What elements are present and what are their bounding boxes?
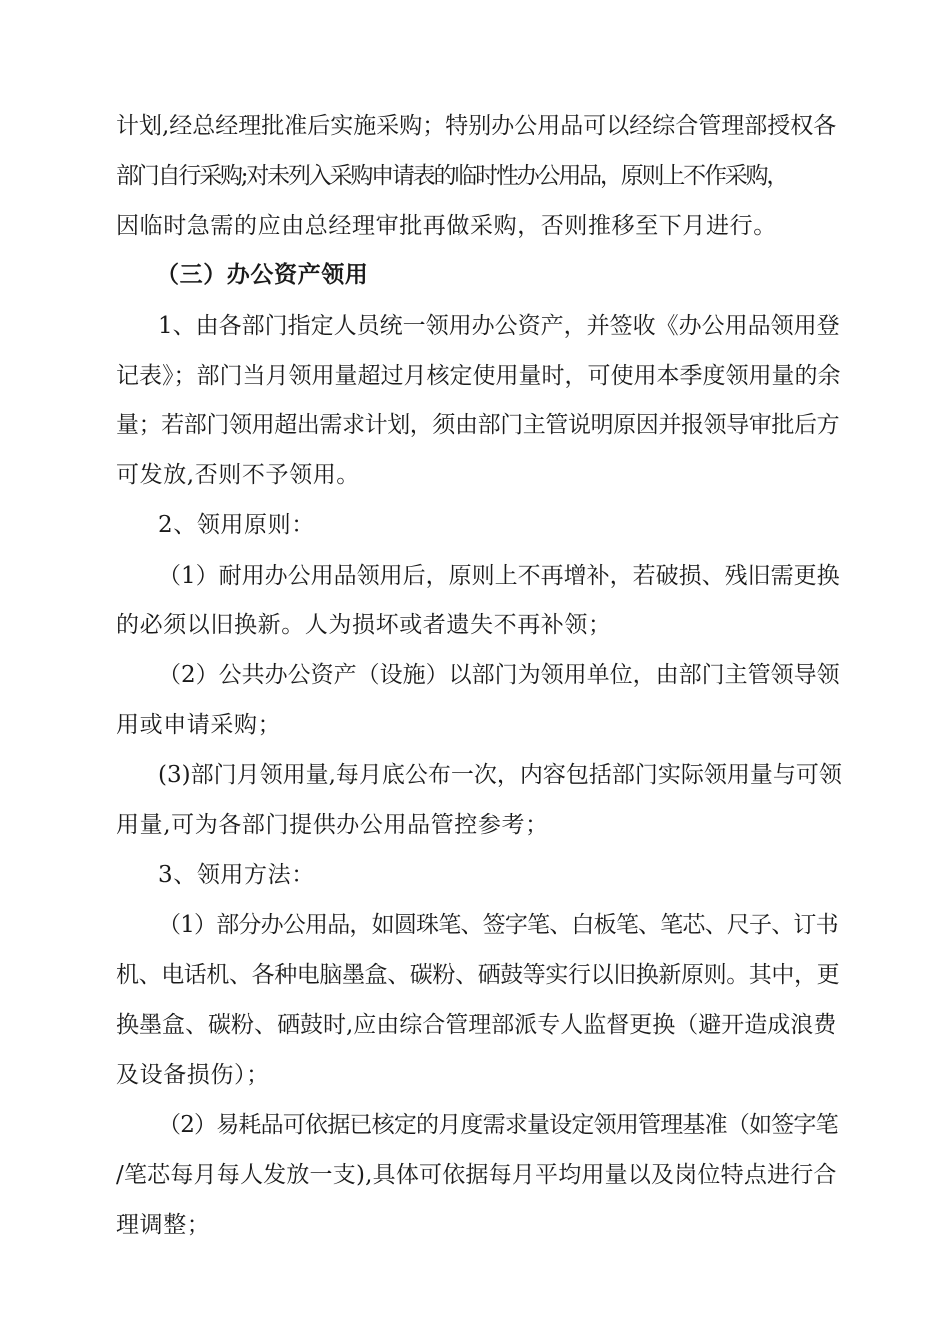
paragraph-line: 机、电话机、各种电脑墨盒、碳粉、硒鼓等实行以旧换新原则。其中，更 — [116, 962, 840, 988]
paragraph-line: 部门自行采购;对未列入采购申请表的临时性办公用品，原则上不作采购， — [116, 163, 788, 189]
paragraph-line: /笔芯每月每人发放一支),具体可依据每月平均用量以及岗位特点进行合 — [116, 1162, 837, 1188]
list-item: （2）公共办公资产（设施）以部门为领用单位，由部门主管领导领 — [158, 662, 840, 688]
list-item: （1）部分办公用品，如圆珠笔、签字笔、白板笔、笔芯、尺子、订书 — [158, 912, 838, 938]
subheading-line: 2、领用原则： — [158, 512, 315, 538]
paragraph-line: 用或申请采购； — [116, 712, 282, 738]
paragraph-line: 理调整； — [116, 1212, 211, 1238]
paragraph-line: 1、由各部门指定人员统一领用办公资产，并签收《办公用品领用登 — [158, 313, 840, 339]
paragraph-line: 计划,经总经理批准后实施采购；特别办公用品可以经综合管理部授权各 — [116, 113, 837, 139]
paragraph-line: 用量,可为各部门提供办公用品管控参考； — [116, 812, 549, 838]
paragraph-line: 可发放,否则不予领用。 — [116, 462, 360, 488]
paragraph-line: 换墨盒、碳粉、硒鼓时,应由综合管理部派专人监督更换（避开造成浪费 — [116, 1012, 837, 1038]
paragraph-line: 因临时急需的应由总经理审批再做采购，否则推移至下月进行。 — [116, 213, 777, 239]
list-item: （1）耐用办公用品领用后，原则上不再增补，若破损、残旧需更换 — [158, 563, 840, 589]
list-item: (3)部门月领用量,每月底公布一次，内容包括部门实际领用量与可领 — [158, 762, 842, 788]
paragraph-line: 的必须以旧换新。人为损坏或者遗失不再补领； — [116, 612, 612, 638]
paragraph-line: 记表》；部门当月领用量超过月核定使用量时，可使用本季度领用量的余 — [116, 363, 841, 389]
paragraph-line: 及设备损伤）； — [116, 1062, 270, 1088]
paragraph-line: 量；若部门领用超出需求计划，须由部门主管说明原因并报领导审批后方 — [116, 412, 840, 438]
section-heading: （三）办公资产领用 — [156, 261, 369, 288]
subheading-line: 3、领用方法： — [158, 862, 315, 888]
list-item: （2）易耗品可依据已核定的月度需求量设定领用管理基准（如签字笔 — [158, 1112, 838, 1138]
